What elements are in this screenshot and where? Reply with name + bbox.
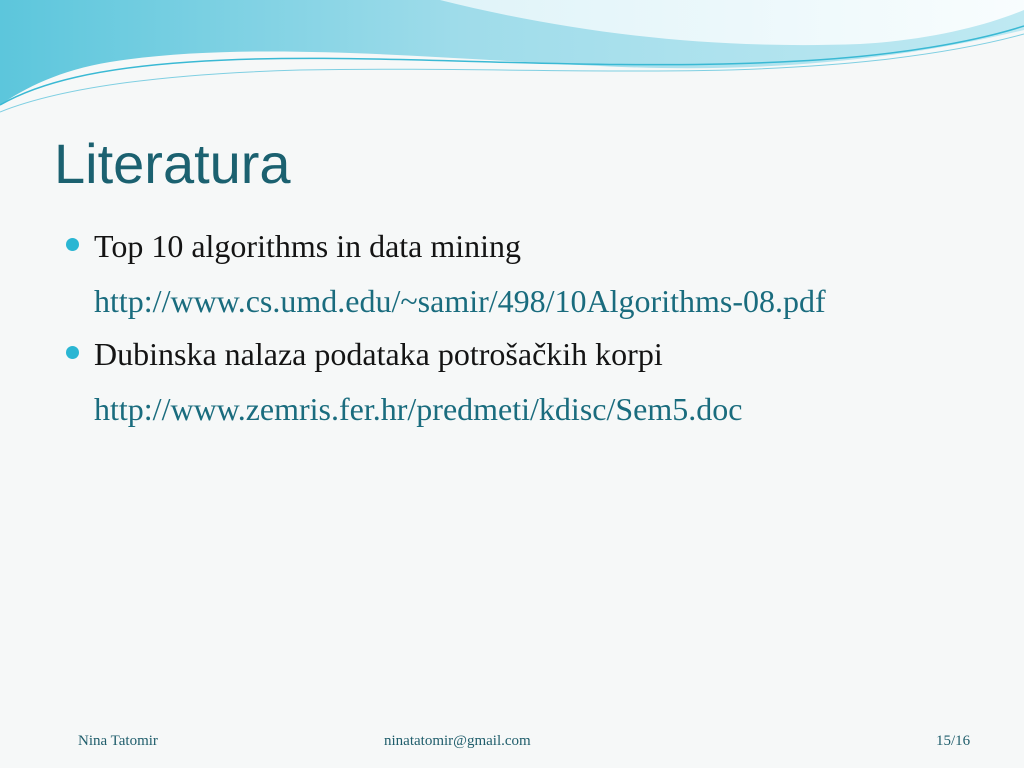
reference-link[interactable]: http://www.cs.umd.edu/~samir/498/10Algorithms-08.pdf: [94, 283, 826, 319]
bullet-dot-icon: [66, 238, 79, 251]
bullet-text: Top 10 algorithms in data mining: [94, 228, 522, 264]
footer-email: ninatatomir@gmail.com: [384, 733, 531, 749]
slide-title: Literatura: [54, 132, 291, 195]
reference-link[interactable]: http://www.zemris.fer.hr/predmeti/kdisc/Sem5.doc: [94, 391, 743, 427]
header-wave-decoration: [0, 0, 1024, 130]
bullet-item: [64, 330, 944, 378]
slide-footer: [0, 733, 1024, 753]
footer-page-number: 15/16: [936, 733, 971, 749]
bullet-list: [64, 222, 944, 438]
bullet-dot-icon: [66, 346, 79, 359]
reference-link-row: [64, 388, 944, 430]
bullet-item: [64, 222, 944, 270]
footer-author: Nina Tatomir: [78, 733, 158, 749]
bullet-text: Dubinska nalaza podataka potrošačkih korpi: [94, 336, 663, 372]
reference-link-row: [64, 280, 944, 322]
